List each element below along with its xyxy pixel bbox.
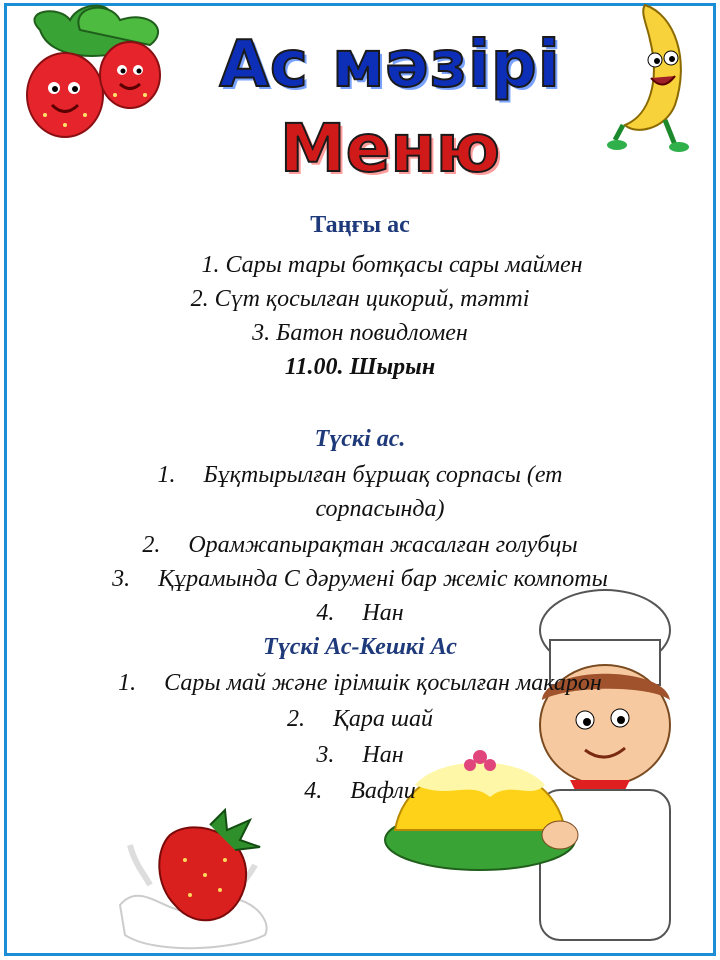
breakfast-item-3: 3. Батон повидломен [252,320,468,346]
lunch-item-4-number: 4. [316,600,335,626]
title-russian: Меню [279,110,501,187]
dinner-item-2-text: Қара шай [332,706,434,732]
snack-time: 11.00. Шырын [284,354,436,380]
lunch-item-4-text: Нан [362,600,404,626]
dinner-item-2 [0,706,720,733]
lunch-heading: Түскі ас. [314,426,406,452]
dinner-heading: Түскі Ас-Кешкі Ас [263,634,457,660]
dinner-item-1-text: Сары май және ірімшік қосылған макарон [164,670,602,696]
dinner-item-3-text: Нан [362,742,404,768]
strawberries-illustration [10,0,180,145]
lunch-item-3-number: 3. [112,566,131,592]
lunch-item-2-number: 2. [142,532,161,558]
lunch-item-1-continued: сорпасында) [315,496,445,522]
lunch-item-4 [0,600,720,627]
dinner-item-1 [0,670,720,697]
dinner-item-3-number: 3. [316,742,335,768]
lunch-item-3 [0,566,720,593]
strawberry-milk-illustration [115,805,280,955]
dinner-item-3 [0,742,720,769]
dinner-item-1-number: 1. [118,670,137,696]
title-kazakh: Ас мәзірі [219,28,561,102]
lunch-item-1 [0,462,720,489]
breakfast-item-1: 1. Сары тары ботқасы сары маймен [201,252,583,278]
lunch-item-2-text: Орамжапырақтан жасалған голубцы [188,532,578,558]
banana-illustration [605,0,715,155]
dinner-item-4-text: Вафли [350,778,416,804]
dinner-item-2-number: 2. [286,706,305,732]
breakfast-heading: Таңғы ас [310,212,410,238]
lunch-item-1-text: Бұқтырылған бұршақ сорпасы (ет [203,462,563,488]
dinner-item-4 [0,778,720,805]
lunch-item-3-text: Құрамында С дәрумені бар жеміс компоты [158,566,608,592]
breakfast-item-2: 2. Сүт қосылған цикорий, тәтті [190,286,530,312]
dinner-item-4-number: 4. [304,778,323,804]
lunch-item-2 [0,532,720,559]
lunch-item-1-number: 1. [157,462,176,488]
